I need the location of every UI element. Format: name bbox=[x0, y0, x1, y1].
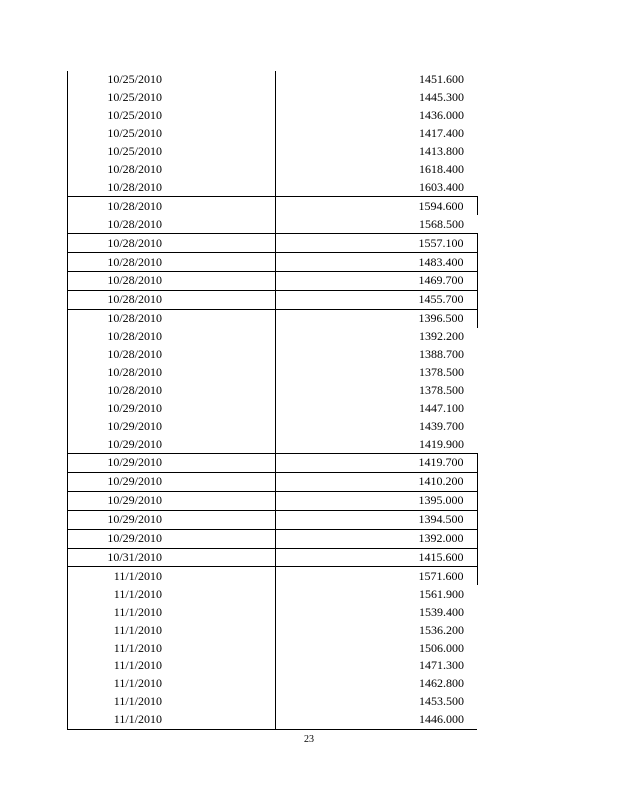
table-row bbox=[68, 548, 477, 567]
date-cell: 11/1/2010 bbox=[113, 640, 162, 655]
table-row bbox=[68, 381, 477, 399]
date-cell: 10/28/2010 bbox=[68, 234, 275, 253]
value-cell: 1483.400 bbox=[275, 253, 477, 272]
value-cell: 1417.400 bbox=[419, 126, 464, 141]
table-row bbox=[68, 529, 477, 548]
date-cell: 10/29/2010 bbox=[68, 510, 275, 529]
table-row bbox=[68, 346, 477, 364]
table-row bbox=[68, 472, 477, 491]
value-cell: 1469.700 bbox=[275, 271, 477, 290]
date-cell: 10/29/2010 bbox=[107, 400, 162, 415]
date-cell: 10/25/2010 bbox=[107, 126, 162, 141]
value-cell: 1419.700 bbox=[275, 454, 477, 473]
value-cell: 1471.300 bbox=[419, 658, 464, 673]
date-cell: 11/1/2010 bbox=[113, 622, 162, 637]
table-row bbox=[68, 399, 477, 417]
value-cell: 1539.400 bbox=[419, 604, 464, 619]
table-row bbox=[68, 364, 477, 382]
date-cell: 10/25/2010 bbox=[107, 90, 162, 105]
date-cell: 10/31/2010 bbox=[68, 548, 275, 567]
table-row bbox=[68, 143, 477, 161]
value-cell: 1506.000 bbox=[419, 640, 464, 655]
date-cell: 10/28/2010 bbox=[68, 253, 275, 272]
date-cell: 10/29/2010 bbox=[68, 529, 275, 548]
value-cell: 1447.100 bbox=[419, 400, 464, 415]
table-row bbox=[68, 657, 477, 675]
page-number: 23 bbox=[304, 734, 314, 745]
table-row bbox=[68, 215, 477, 233]
value-cell: 1439.700 bbox=[419, 418, 464, 433]
value-cell: 1392.200 bbox=[419, 329, 464, 344]
table-row bbox=[68, 290, 477, 309]
table-row bbox=[68, 491, 477, 510]
table-row bbox=[68, 178, 477, 196]
table-row bbox=[68, 435, 477, 453]
date-cell: 11/1/2010 bbox=[113, 694, 162, 709]
value-cell: 1594.600 bbox=[275, 197, 477, 215]
value-cell: 1410.200 bbox=[275, 472, 477, 491]
table-row bbox=[68, 711, 477, 729]
value-cell: 1436.000 bbox=[419, 108, 464, 123]
date-cell: 10/29/2010 bbox=[107, 418, 162, 433]
date-cell: 10/28/2010 bbox=[68, 271, 275, 290]
table-row bbox=[68, 107, 477, 125]
table-row bbox=[68, 328, 477, 346]
value-cell: 1557.100 bbox=[275, 234, 477, 253]
date-cell: 10/29/2010 bbox=[68, 491, 275, 510]
table-row bbox=[68, 161, 477, 179]
table-row bbox=[68, 510, 477, 529]
table-row bbox=[68, 417, 477, 435]
data-table bbox=[68, 71, 478, 729]
value-cell: 1451.600 bbox=[419, 72, 464, 87]
date-cell: 11/1/2010 bbox=[113, 712, 162, 727]
date-cell: 10/28/2010 bbox=[68, 290, 275, 309]
value-cell: 1445.300 bbox=[419, 90, 464, 105]
value-cell: 1394.500 bbox=[275, 510, 477, 529]
data-table-container bbox=[67, 71, 477, 730]
date-cell: 10/29/2010 bbox=[68, 472, 275, 491]
value-cell: 1396.500 bbox=[275, 309, 477, 327]
value-cell: 1446.000 bbox=[419, 712, 464, 727]
date-cell: 10/28/2010 bbox=[107, 329, 162, 344]
value-cell: 1395.000 bbox=[275, 491, 477, 510]
value-cell: 1561.900 bbox=[419, 586, 464, 601]
table-row bbox=[68, 234, 477, 253]
date-cell: 11/1/2010 bbox=[113, 658, 162, 673]
table-row bbox=[68, 639, 477, 657]
date-cell: 10/25/2010 bbox=[107, 108, 162, 123]
table-row bbox=[68, 71, 477, 89]
table-row bbox=[68, 675, 477, 693]
date-cell: 11/1/2010 bbox=[113, 604, 162, 619]
date-cell: 10/29/2010 bbox=[107, 436, 162, 451]
date-cell: 10/28/2010 bbox=[107, 364, 162, 379]
value-cell: 1453.500 bbox=[419, 694, 464, 709]
date-cell: 11/1/2010 bbox=[68, 567, 275, 585]
value-cell: 1603.400 bbox=[419, 179, 464, 194]
value-cell: 1568.500 bbox=[419, 216, 464, 231]
table-row bbox=[68, 693, 477, 711]
table-row bbox=[68, 89, 477, 107]
date-cell: 10/28/2010 bbox=[107, 347, 162, 362]
date-cell: 10/25/2010 bbox=[107, 144, 162, 159]
table-row bbox=[68, 603, 477, 621]
value-cell: 1455.700 bbox=[275, 290, 477, 309]
value-cell: 1413.800 bbox=[419, 144, 464, 159]
date-cell: 10/28/2010 bbox=[107, 216, 162, 231]
value-cell: 1392.000 bbox=[275, 529, 477, 548]
table-row bbox=[68, 197, 477, 215]
table-row bbox=[68, 567, 477, 585]
table-row bbox=[68, 253, 477, 272]
value-cell: 1378.500 bbox=[419, 364, 464, 379]
date-cell: 11/1/2010 bbox=[113, 586, 162, 601]
date-cell: 10/29/2010 bbox=[68, 454, 275, 473]
value-cell: 1618.400 bbox=[419, 161, 464, 176]
table-row bbox=[68, 454, 477, 473]
table-row bbox=[68, 125, 477, 143]
table-row bbox=[68, 271, 477, 290]
table-row bbox=[68, 621, 477, 639]
date-cell: 10/28/2010 bbox=[68, 197, 275, 215]
value-cell: 1536.200 bbox=[419, 622, 464, 637]
value-cell: 1388.700 bbox=[419, 347, 464, 362]
value-cell: 1419.900 bbox=[419, 436, 464, 451]
data-table-body bbox=[68, 71, 477, 729]
date-cell: 10/28/2010 bbox=[107, 179, 162, 194]
date-cell: 10/28/2010 bbox=[68, 309, 275, 327]
date-cell: 10/25/2010 bbox=[107, 72, 162, 87]
value-cell: 1462.800 bbox=[419, 676, 464, 691]
value-cell: 1378.500 bbox=[419, 382, 464, 397]
date-cell: 10/28/2010 bbox=[107, 382, 162, 397]
date-cell: 10/28/2010 bbox=[107, 161, 162, 176]
date-cell: 11/1/2010 bbox=[113, 676, 162, 691]
table-row bbox=[68, 309, 477, 327]
value-cell: 1415.600 bbox=[275, 548, 477, 567]
value-cell: 1571.600 bbox=[275, 567, 477, 585]
table-row bbox=[68, 585, 477, 603]
